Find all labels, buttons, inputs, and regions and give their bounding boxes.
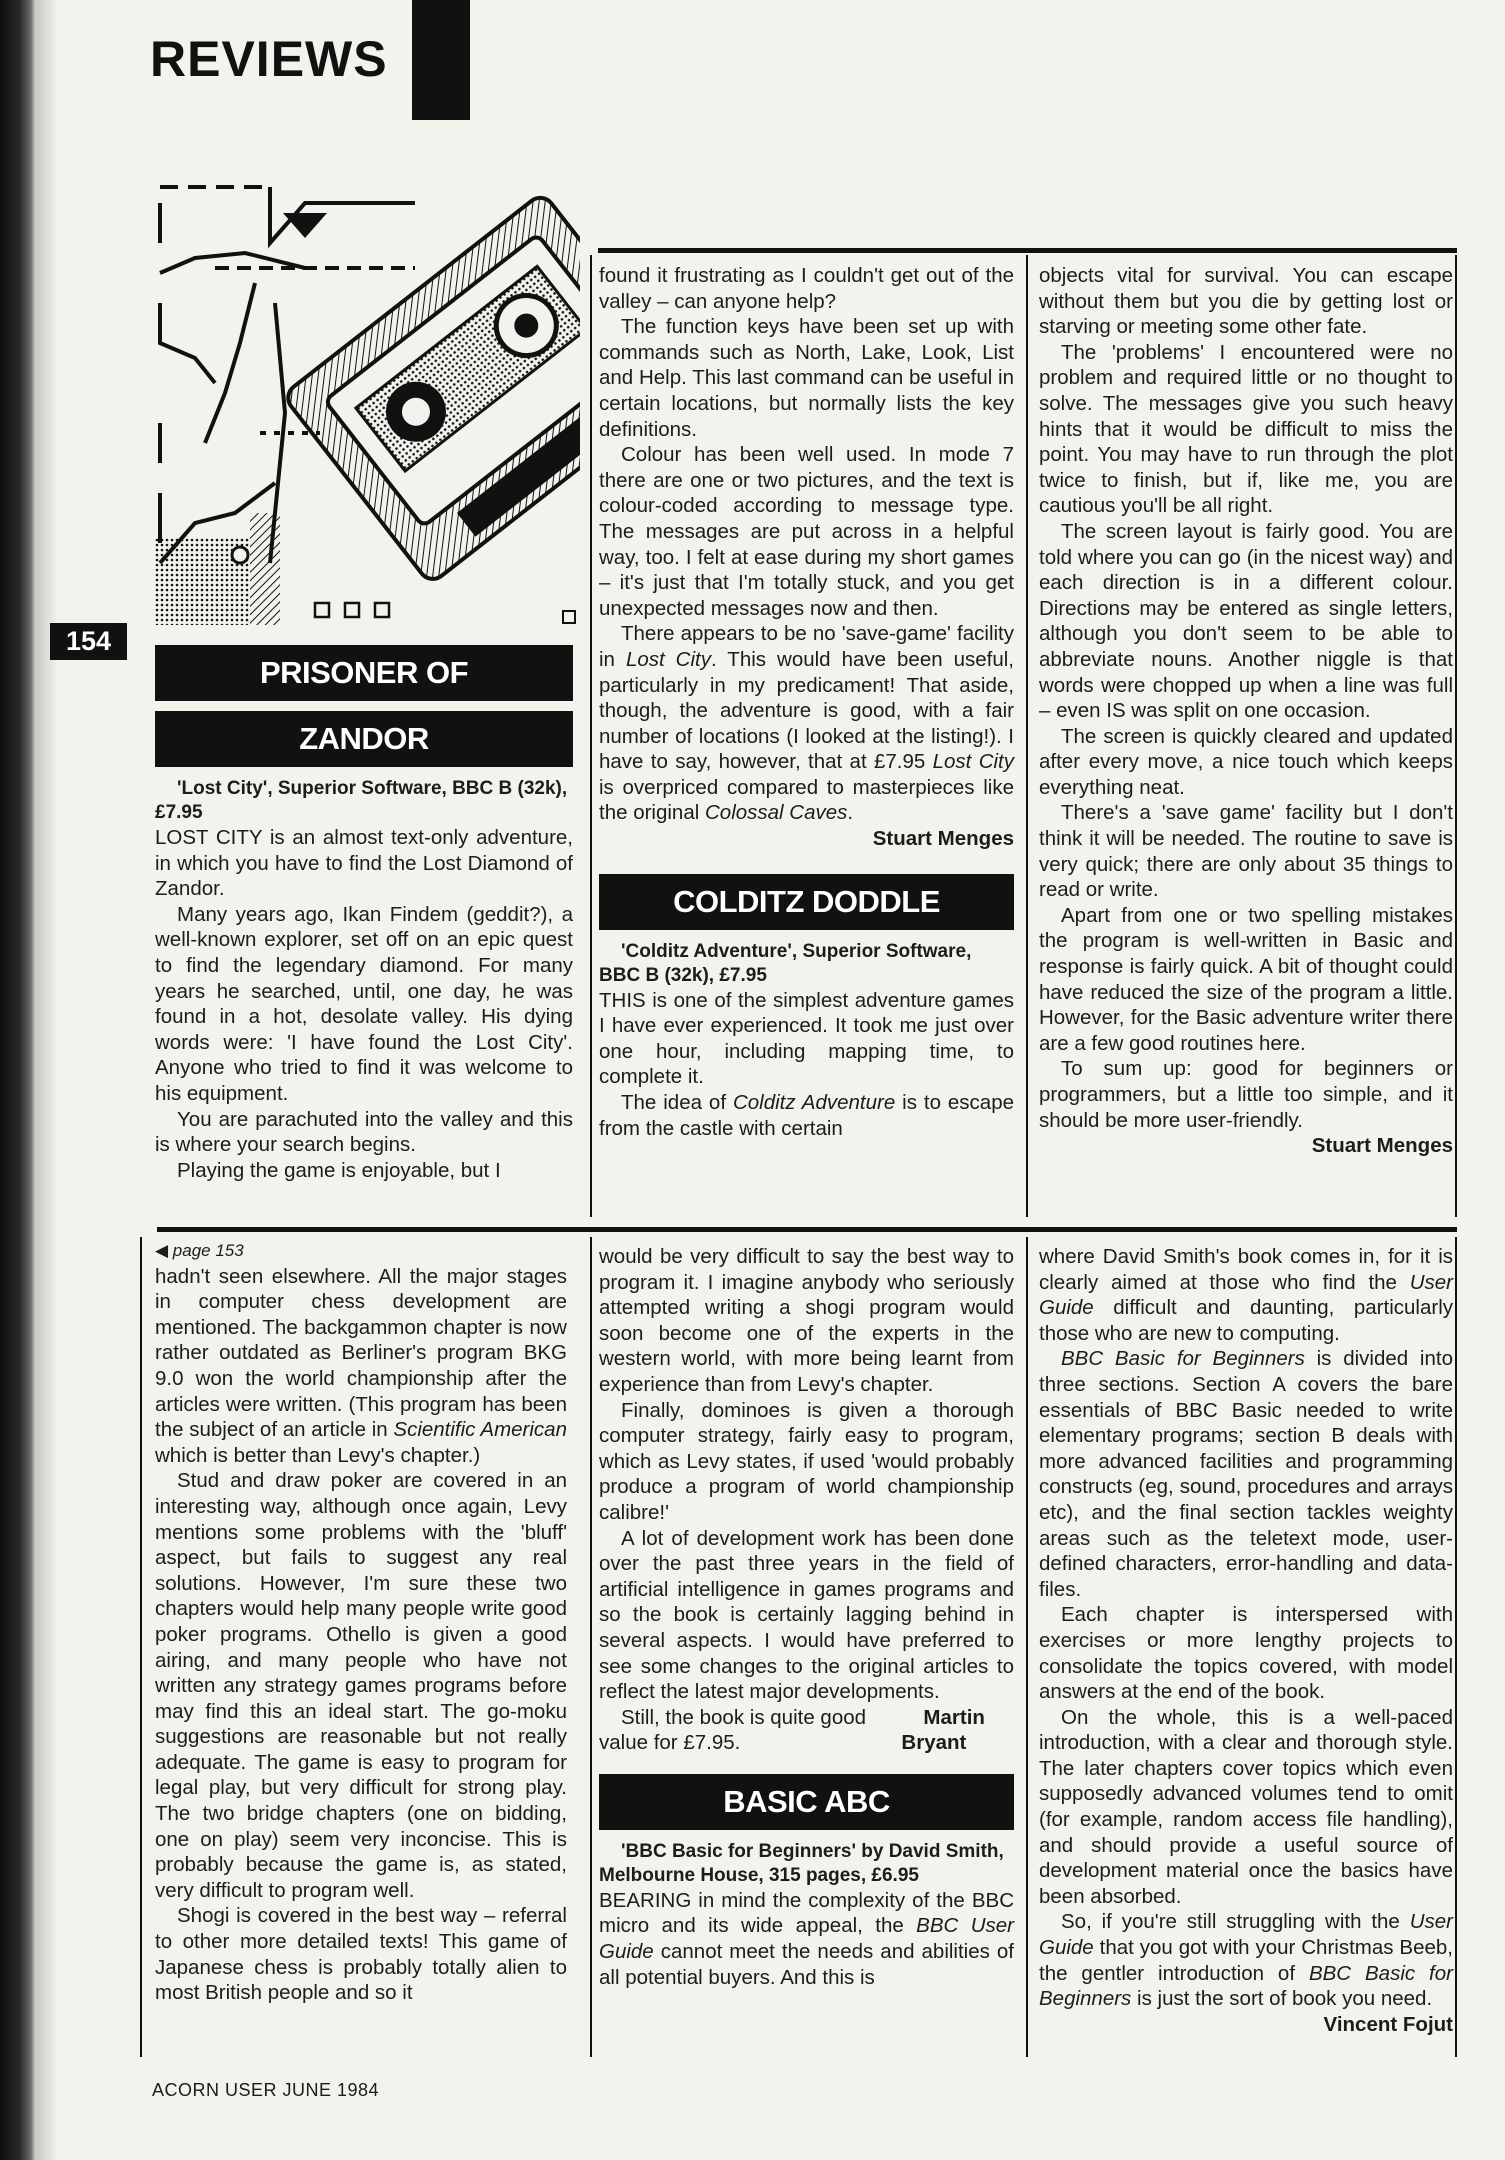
paragraph: To sum up: good for beginners or programmers, but a little too simple, and it should be more user-friendly. [1039,1057,1453,1132]
paragraph: The idea of Colditz Adventure is to escape from the castle with certain [599,1091,1015,1140]
product-info: 'Colditz Adventure', Superior Software, BBC B (32k), £7.95 [599,940,972,986]
upper-divider-2 [1026,255,1028,1217]
upper-col3 [1039,263,1453,1159]
section-heading: REVIEWS [150,31,388,87]
product-info: 'Lost City', Superior Software, BBC B (32k), £7.95 [155,778,568,823]
paragraph: The screen layout is fairly good. You are told where you can go (in the nicest way) and each direction is in a different colour. Directions may be entered as single letters, although you don't seem to be able to abbreviate nouns. Another niggle is that words were chopped up when a line was full – even IS was split on one occasion. [1039,519,1453,723]
page-footer: ACORN USER JUNE 1984 [152,2080,380,2100]
byline: Vincent Fojut [1323,2012,1453,2036]
paragraph: Many years ago, Ikan Findem (geddit?), a well-known explorer, set off on an epic quest to find the legendary diamond. For many years he searched, until, one day, he was found in a hot, desolate valley. His dying words were: 'I have found the Lost City'. Anyone who tried to find it was welcome to his equipment. [155,902,573,1105]
continued-from[interactable]: ◀ page 153 [155,1241,244,1260]
paragraph: LOST CITY is an almost text-only adventure, in which you have to find the Lost Diamond of Zandor. [155,826,573,901]
paragraph: There's a 'save game' facility but I don't think it will be needed. The routine to save is very quick; there are only about 35 things to read or write. [1039,801,1453,902]
heading-bar [412,0,470,120]
paragraph: You are parachuted into the valley and this is where your search begins. [155,1107,573,1157]
byline: Martin Bryant [901,1705,985,1755]
product-info: 'BBC Basic for Beginners' by David Smith, Melbourne House, 315 pages, £6.95 [599,1840,1004,1886]
middle-rule [157,1227,1457,1232]
review-title-line2: ZANDOR [155,711,573,767]
paragraph: Apart from one or two spelling mistakes the program is well-written in Basic and response is fairly quick. A bit of thought could have reduced the size of the program a little. However, for the Basic adventure writer there are a few good routines here. [1039,903,1453,1055]
paragraph: Each chapter is interspersed with exercises or more lengthy projects to consolidate the topics covered, with model answers at the end of the book. [1039,1603,1453,1704]
paragraph: A lot of development work has been done over the past three years in the field of artificial intelligence in games programs and so the book is certainly lagging behind in several aspects. I would have preferred to see some changes to the original articles to reflect the latest major developments. [599,1526,1014,1704]
paragraph: Still, the book is quite good value for £7.95. Martin Bryant [599,1705,1014,1756]
paragraph: So, if you're still struggling with the User Guide that you got with your Christmas Beeb, the gentler introduction of BBC Basic for Beginners is just the sort of book you need. [1039,1910,1453,2011]
paragraph: hadn't seen elsewhere. All the major stages in computer chess development are mentioned. The backgammon chapter is now rather outdated as Berliner's program BKG 9.0 won the world championship after the articles were written. (This program has been the subject of an article in Scientific American which is better than Levy's chapter.) [155,1264,567,1467]
upper-col2 [599,263,1014,1141]
paragraph: objects vital for survival. You can escape without them but you die by getting lost or starving or meeting some other fate. [1039,264,1453,339]
lower-col3 [1039,1244,1453,2037]
review-lost-city-col1 [155,645,573,1183]
upper-divider-1 [590,255,592,1217]
paragraph: where David Smith's book comes in, for it is clearly aimed at those who find the User Guide difficult and daunting, particularly those who are new to computing. [1039,1245,1453,1345]
lower-divider-2 [1026,1237,1028,2057]
paragraph: Stud and draw poker are covered in an interesting way, although once again, Levy mentions some problems with the 'bluff' aspect, but fails to suggest any real solutions. However, I'm sure these two chapters would help many people write good poker programs. Othello is given a good airing, and many people who have not written any strategy games programs before may find this an ideal start. The go-moku suggestions are reasonable but not really adequate. The game is easy to program for legal play, but very difficult for strong play. The two bridge chapters (one on bidding, one on play) seem very inconcise. This is probably because the game is, as stated, very difficult to program well. [155,1469,567,1902]
paragraph: The screen is quickly cleared and updated after every move, a nice touch which keeps everything neat. [1039,724,1453,799]
paragraph: There appears to be no 'save-game' facility in Lost City. This would have been useful, particularly in my predicament! That aside, though, the adventure is good, with a fair number of locations (I looked at the listing!). I have to say, however, that at £7.95 Lost City is overpriced compared to masterpieces like the original Colossal Caves. [599,622,1015,825]
byline: Stuart Menges [1311,1134,1453,1158]
paragraph: BBC Basic for Beginners is divided into three sections. Section A covers the bare essentials of BBC Basic needed to write elementary programs; section B deals with more advanced facilities and programming constructs (eg, sound, procedures and arrays etc), and the final section tackles weighty areas such as the teletext mode, user-defined characters, error-handling and data-files. [1039,1347,1453,1601]
paragraph: On the whole, this is a well-paced introduction, with a clear and thorough style. The later chapters cover topics which even supposedly advanced volumes tend to omit (for example, random access file handling), and should provide a useful source of development material once the basics have been absorbed. [1039,1705,1453,1908]
upper-divider-3 [1455,255,1457,1217]
review-title: COLDITZ DODDLE [599,874,1014,930]
lower-divider-1 [590,1237,592,2057]
paragraph: THIS is one of the simplest adventure games I have ever experienced. It took me just over one hour, including mapping time, to complete it. [599,988,1014,1089]
review-title-line1: PRISONER OF [155,645,573,701]
lower-divider-3 [1455,1237,1457,2057]
paragraph: found it frustrating as I couldn't get out of the valley – can anyone help? [599,264,1014,313]
paragraph: BEARING in mind the complexity of the BBC micro and its wide appeal, the BBC User Guide cannot meet the needs and abilities of all potential buyers. And this is [599,1888,1014,1989]
paragraph: Playing the game is enjoyable, but I [177,1158,501,1182]
top-rule [598,248,1457,253]
paragraph: would be very difficult to say the best way to program it. I imagine anybody who seriously attempted writing a shogi program would soon become one of the experts in the western world, with more being learnt from experience than from Levy's chapter. [599,1245,1014,1396]
page-number: 154 [50,623,127,660]
cassette-maze-drawing-icon [155,183,580,625]
lower-divider-left [140,1237,142,2057]
lower-col2 [599,1244,1014,1990]
page-shadow [36,0,58,2160]
review-title: BASIC ABC [599,1774,1014,1830]
binding-spine [0,0,36,2160]
paragraph: The 'problems' I encountered were no problem and required little or no thought to solve. The messages give you such heavy hints that it would be difficult to miss the point. You may have to run through the plot twice to finish, but if, like me, you are cautious you'll be all right. [1039,340,1453,518]
lower-col1 [155,1238,567,2006]
paragraph: Finally, dominoes is given a thorough computer strategy, fairly easy to program, which as Levy states, if used 'would probably produce a program of world championship calibre!' [599,1398,1014,1524]
paragraph: Colour has been well used. In mode 7 there are one or two pictures, and the text is colour-coded according to message type. The messages are put across in a helpful way, too. I felt at ease during my short games – it's just that I'm totally stuck, and you get unexpected messages now and then. [599,443,1014,620]
byline: Stuart Menges [872,827,1014,851]
paragraph: The function keys have been set up with commands such as North, Lake, Look, List and Help. This last command can be useful in certain locations, but normally lists the key definitions. [599,315,1014,441]
paragraph: Shogi is covered in the best way – referral to other more detailed texts! This game of Japanese chess is probably totally alien to most British people and so it [155,1904,567,2005]
back-arrow-icon: ◀ [155,1241,173,1260]
